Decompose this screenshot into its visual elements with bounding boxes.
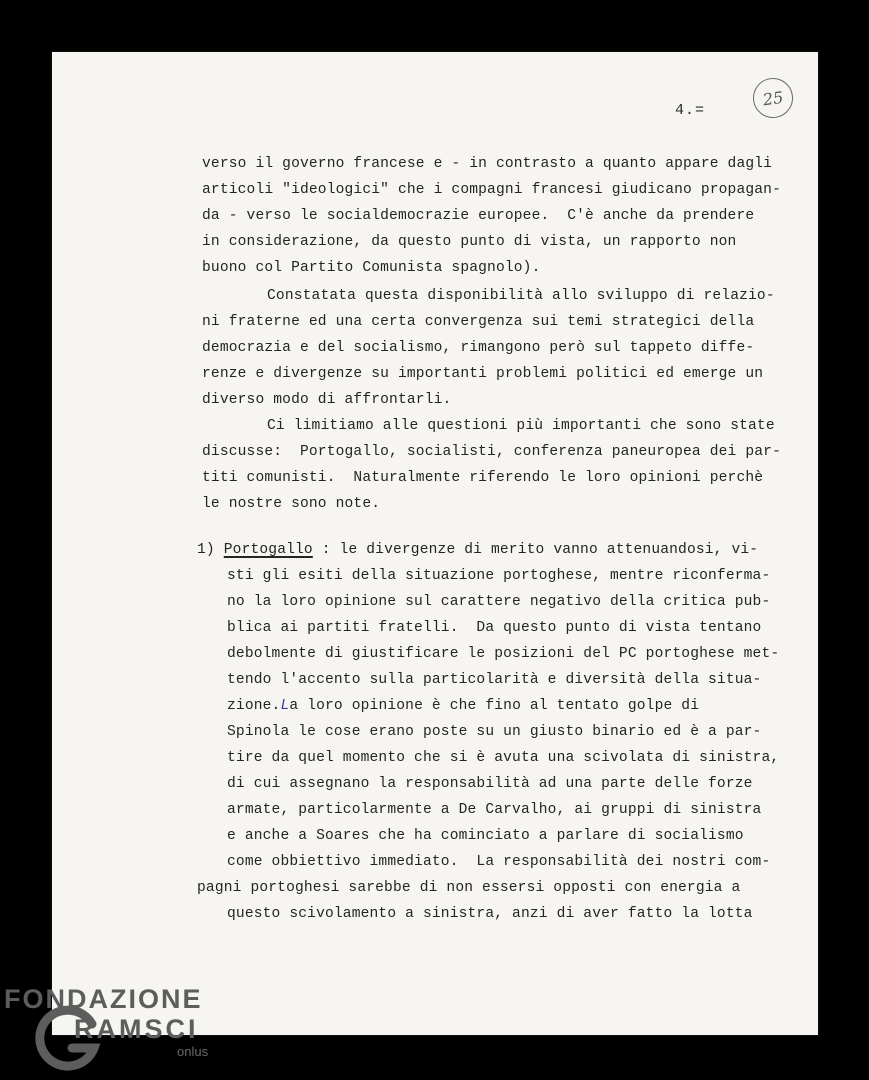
item-marker: 1) (197, 542, 215, 558)
text-line: Ci limitiamo alle questioni più importanti che sono state (267, 418, 775, 434)
text-fragment: a loro opinione è che fino al tentato golpe di (289, 698, 700, 714)
text-line: pagni portoghesi sarebbe di non essersi opposti con energia a (197, 880, 741, 896)
text-line: da - verso le socialdemocrazie europee. C'è anche da prendere (202, 208, 755, 224)
watermark-line-1: FONDAZIONE (4, 984, 203, 1014)
text-line: discusse: Portogallo, socialisti, conferenza paneuropea dei par- (202, 444, 781, 460)
fondazione-gramsci-watermark (2, 984, 222, 1080)
text-line: ni fraterne ed una certa convergenza sui temi strategici della (202, 314, 755, 330)
text-line: questo scivolamento a sinistra, anzi di aver fatto la lotta (227, 906, 753, 922)
item-1-first-line (197, 541, 758, 559)
watermark-suffix: onlus (177, 1044, 209, 1059)
text-line: diverso modo di affrontarli. (202, 392, 452, 408)
text-line: democrazia e del socialismo, rimangono però sul tappeto diffe- (202, 340, 755, 356)
text-line: blica ai partiti fratelli. Da questo punto di vista tentano (227, 620, 762, 636)
text-line: di cui assegnano la responsabilità ad una parte delle forze (227, 776, 753, 792)
text-line: Constatata questa disponibilità allo sviluppo di relazio- (267, 288, 775, 304)
handwritten-correction: L (280, 698, 290, 714)
text-line: titi comunisti. Naturalmente riferendo le loro opinioni perchè (202, 470, 764, 486)
text-line: armate, particolarmente a De Carvalho, ai gruppi di sinistra (227, 802, 762, 818)
watermark-line-2: RAMSCI (74, 1014, 199, 1044)
text-line: sti gli esiti della situazione portoghese, mentre riconferma- (227, 568, 771, 584)
text-line: le nostre sono note. (202, 496, 381, 512)
text-line: buono col Partito Comunista spagnolo). (202, 260, 541, 276)
text-line: renze e divergenze su importanti problemi politici ed emerge un (202, 366, 764, 382)
item-title: Portogallo (223, 542, 313, 558)
text-line: debolmente di giustificare le posizioni del PC portoghese met- (227, 646, 780, 662)
text-line: tire da quel momento che si è avuta una scivolata di sinistra, (227, 750, 780, 766)
text-fragment: zione. (227, 698, 281, 714)
text-line: verso il governo francese e - in contrasto a quanto appare dagli (202, 156, 773, 172)
text-line-with-correction (227, 697, 699, 715)
page-number: 4.= (675, 102, 706, 119)
text-line: articoli "ideologici" che i compagni francesi giudicano propagan- (202, 182, 781, 198)
text-line: come obbiettivo immediato. La responsabilità dei nostri com- (227, 854, 771, 870)
text-line: no la loro opinione sul carattere negativo della critica pub- (227, 594, 771, 610)
text-line: in considerazione, da questo punto di vista, un rapporto non (202, 234, 737, 250)
stamp-number: 25 (761, 87, 785, 109)
item-first-line-text: : le divergenze di merito vanno attenuandosi, vi- (312, 542, 759, 558)
text-line: Spinola le cose erano poste su un giusto binario ed è a par- (227, 724, 762, 740)
text-line: e anche a Soares che ha cominciato a parlare di socialismo (227, 828, 744, 844)
text-line: tendo l'accento sulla particolarità e diversità della situa- (227, 672, 762, 688)
